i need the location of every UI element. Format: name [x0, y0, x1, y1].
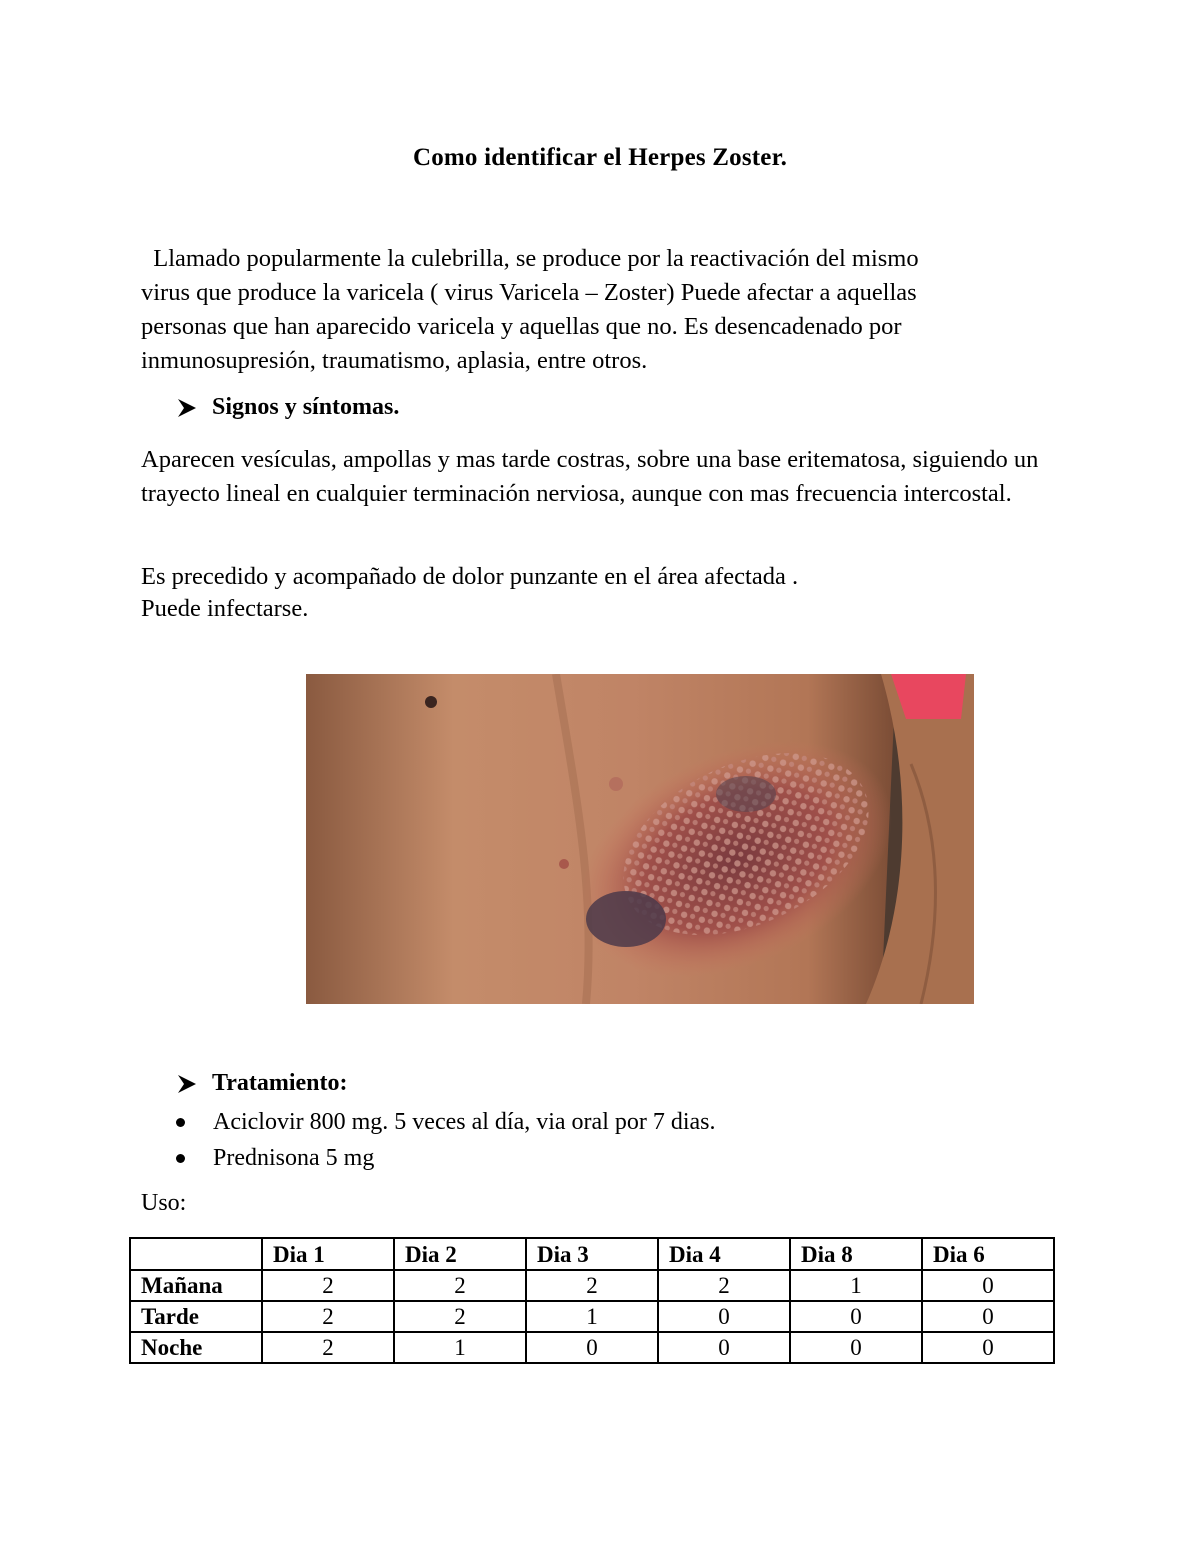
table-cell: 0	[658, 1301, 790, 1332]
intro-line: inmunosupresión, traumatismo, aplasia, entre otros.	[141, 347, 648, 374]
usage-label: Uso:	[141, 1190, 187, 1216]
table-cell: 2	[262, 1270, 394, 1301]
pain-paragraph	[141, 561, 1046, 625]
section-heading-label: Signos y síntomas.	[212, 394, 400, 420]
table-row	[130, 1270, 1054, 1301]
table-cell: 0	[922, 1270, 1054, 1301]
table-cell: 0	[658, 1332, 790, 1363]
table-cell: 2	[394, 1270, 526, 1301]
table-cell: 0	[526, 1332, 658, 1363]
page-title: Como identificar el Herpes Zoster.	[412, 144, 788, 171]
row-label: Noche	[130, 1332, 262, 1363]
table-cell: 0	[922, 1332, 1054, 1363]
dosage-table	[129, 1237, 1055, 1364]
treatment-text: Aciclovir 800 mg. 5 veces al día, via oral por 7 dias.	[213, 1109, 716, 1135]
table-cell: 0	[790, 1301, 922, 1332]
pain-line: Es precedido y acompañado de dolor punzante en el área afectada .	[141, 563, 799, 590]
table-header-cell: Dia 8	[790, 1238, 922, 1270]
section-heading-treatment	[176, 1070, 348, 1097]
intro-line: personas que han aparecido varicela y aquellas que no. Es desencadenado por	[141, 313, 902, 340]
table-header-row	[130, 1238, 1054, 1270]
table-header-cell	[130, 1238, 262, 1270]
table-row	[130, 1301, 1054, 1332]
table-cell: 0	[790, 1332, 922, 1363]
treatment-text: Prednisona 5 mg	[213, 1145, 375, 1171]
table-cell: 2	[262, 1332, 394, 1363]
infect-line: Puede infectarse.	[141, 595, 309, 622]
table-cell: 1	[790, 1270, 922, 1301]
intro-paragraph	[141, 242, 1046, 378]
treatment-list	[172, 1104, 716, 1176]
table-header-cell: Dia 3	[526, 1238, 658, 1270]
table-header-cell: Dia 4	[658, 1238, 790, 1270]
bullet-dot-icon	[176, 1154, 185, 1163]
section-heading-signs	[176, 394, 399, 421]
row-label: Tarde	[130, 1301, 262, 1332]
arrow-bullet-icon	[176, 397, 198, 419]
table-header-cell: Dia 2	[394, 1238, 526, 1270]
table-cell: 1	[394, 1332, 526, 1363]
intro-line: virus que produce la varicela ( virus Varicela – Zoster) Puede afectar a aquellas	[141, 279, 917, 306]
table-cell: 2	[658, 1270, 790, 1301]
table-cell: 2	[526, 1270, 658, 1301]
table-row	[130, 1332, 1054, 1363]
list-item	[172, 1140, 716, 1176]
shingles-rash-photo	[306, 674, 974, 1004]
table-header-cell: Dia 6	[922, 1238, 1054, 1270]
row-label: Mañana	[130, 1270, 262, 1301]
table-cell: 2	[394, 1301, 526, 1332]
signs-paragraph: Aparecen vesículas, ampollas y mas tarde costras, sobre una base eritematosa, siguiendo un trayecto lineal en cualquier terminación nerviosa, aunque con mas frecuencia intercostal.	[141, 446, 1039, 507]
list-item	[172, 1104, 716, 1140]
table-cell: 2	[262, 1301, 394, 1332]
section-heading-label: Tratamiento:	[212, 1070, 348, 1096]
table-header-cell: Dia 1	[262, 1238, 394, 1270]
arrow-bullet-icon	[176, 1073, 198, 1095]
table-cell: 1	[526, 1301, 658, 1332]
intro-line: Llamado popularmente la culebrilla, se produce por la reactivación del mismo	[141, 245, 919, 272]
bullet-dot-icon	[176, 1118, 185, 1127]
table-cell: 0	[922, 1301, 1054, 1332]
